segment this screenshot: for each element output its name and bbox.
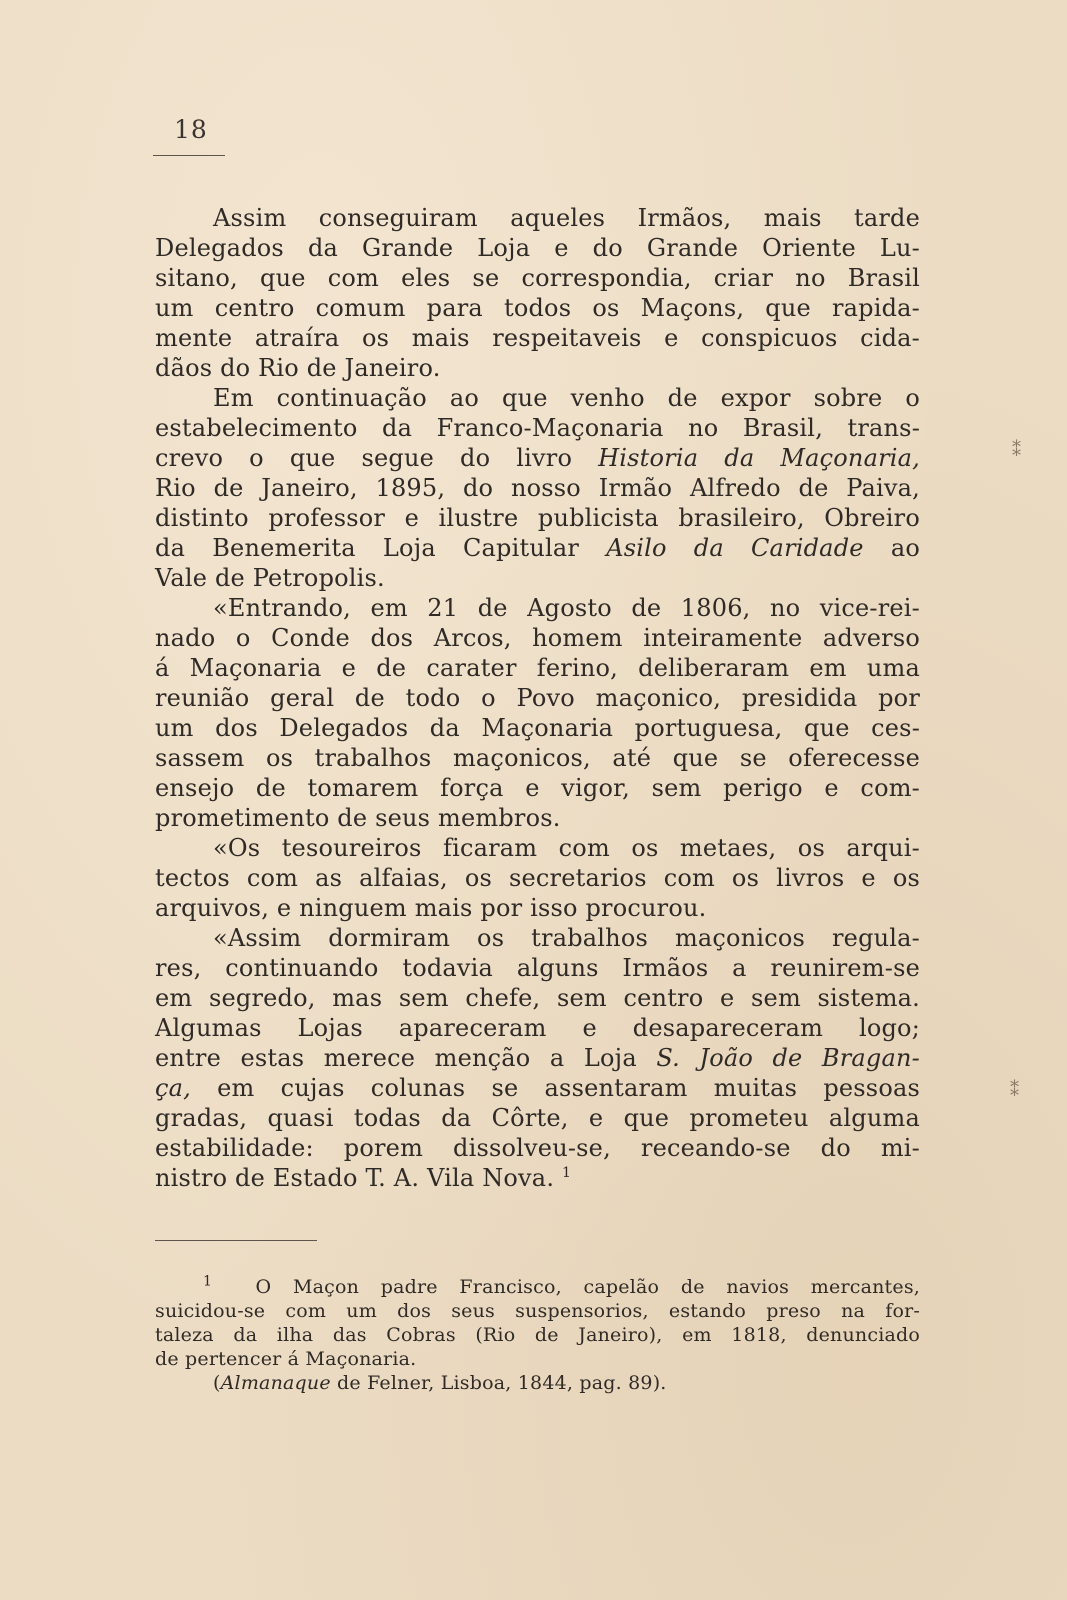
header-rule: [153, 155, 225, 156]
text-line: Algumas Lojas apareceram e desapareceram logo;: [155, 1014, 920, 1042]
text-line: nado o Conde dos Arcos, homem inteiramente adverso: [155, 624, 920, 652]
text-line: um dos Delegados da Maçonaria portuguesa, que ces-: [155, 714, 920, 742]
text-line: Em continuação ao que venho de expor sobre o: [213, 384, 920, 412]
text-line: arquivos, e ninguem mais por isso procurou.: [155, 894, 707, 922]
text-line: dãos do Rio de Janeiro.: [155, 354, 441, 382]
footnote-marker: 1: [203, 1273, 213, 1290]
lodge-name-italic: Asilo da Caridade: [606, 534, 864, 562]
text-segment: entre estas merece menção a Loja: [155, 1044, 637, 1072]
margin-mark: ⁑: [1012, 440, 1021, 461]
text-line: Assim conseguiram aqueles Irmãos, mais tarde: [213, 204, 920, 232]
text-line: sassem os trabalhos maçonicos, até que se oferecesse: [155, 744, 920, 772]
text-line: Rio de Janeiro, 1895, do nosso Irmão Alfredo de Paiva,: [155, 474, 920, 502]
text-line: res, continuando todavia alguns Irmãos a reunirem-se: [155, 954, 920, 982]
text-line: «Entrando, em 21 de Agosto de 1806, no vice-rei-: [213, 594, 920, 622]
source-title-italic: Almanaque: [220, 1372, 331, 1394]
footnote-source: [155, 1371, 920, 1395]
text-segment: (: [213, 1372, 221, 1394]
text-segment: ao: [890, 534, 920, 562]
book-title-italic: Historia da Maçonaria,: [598, 444, 920, 472]
text-segment: da Benemerita Loja Capitular: [155, 534, 580, 562]
footnote-line: taleza da ilha das Cobras (Rio de Janeiro), em 1818, denunciado: [155, 1324, 920, 1346]
footnote-line: [155, 1275, 920, 1299]
text-line: prometimento de seus membros.: [155, 804, 561, 832]
page-number: 18: [174, 115, 208, 144]
text-line: um centro comum para todos os Maçons, que rapida-: [155, 294, 920, 322]
text-segment: em cujas colunas se assentaram muitas pessoas: [217, 1074, 920, 1102]
text-line: [155, 443, 920, 473]
text-line: [155, 533, 920, 563]
text-line: tectos com as alfaias, os secretarios com os livros e os: [155, 864, 920, 892]
footnote-reference: 1: [562, 1165, 572, 1181]
body-text: [155, 203, 920, 1193]
margin-mark: ⁑: [1010, 1080, 1019, 1101]
lodge-name-italic: ça,: [155, 1074, 191, 1102]
lodge-name-italic: S. João de Bragan-: [656, 1044, 920, 1072]
text-line: ensejo de tomarem força e vigor, sem perigo e com-: [155, 774, 920, 802]
text-line: em segredo, mas sem chefe, sem centro e sem sistema.: [155, 984, 920, 1012]
text-line: «Assim dormiram os trabalhos maçonicos regula-: [213, 924, 920, 952]
text-line: sitano, que com eles se correspondia, criar no Brasil: [155, 264, 920, 292]
text-line: á Maçonaria e de carater ferino, deliberaram em uma: [155, 654, 920, 682]
footnote-line: suicidou-se com um dos seus suspensorios, estando preso na for-: [155, 1300, 920, 1322]
text-line: [155, 1163, 920, 1193]
text-segment: de Felner, Lisboa, 1844, pag. 89).: [337, 1372, 667, 1394]
text-segment: crevo o que segue do livro: [155, 444, 573, 472]
text-line: [155, 1043, 920, 1073]
footnote-line: de pertencer á Maçonaria.: [155, 1348, 417, 1370]
text-line: reunião geral de todo o Povo maçonico, presidida por: [155, 684, 920, 712]
text-segment: nistro de Estado T. A. Vila Nova.: [155, 1164, 555, 1192]
text-line: Delegados da Grande Loja e do Grande Oriente Lu-: [155, 234, 920, 262]
text-segment: O Maçon padre Francisco, capelão de navios mercantes,: [255, 1276, 921, 1298]
text-line: «Os tesoureiros ficaram com os metaes, os arqui-: [213, 834, 920, 862]
text-line: estabelecimento da Franco-Maçonaria no Brasil, trans-: [155, 414, 920, 442]
footnote: [155, 1275, 920, 1395]
text-line: [155, 1073, 920, 1103]
text-line: gradas, quasi todas da Côrte, e que prometeu alguma: [155, 1104, 920, 1132]
text-line: mente atraíra os mais respeitaveis e conspicuos cida-: [155, 324, 920, 352]
text-line: estabilidade: porem dissolveu-se, receando-se do mi-: [155, 1134, 920, 1162]
text-line: Vale de Petropolis.: [155, 564, 385, 592]
text-line: distinto professor e ilustre publicista brasileiro, Obreiro: [155, 504, 920, 532]
footnote-rule: [155, 1240, 317, 1241]
